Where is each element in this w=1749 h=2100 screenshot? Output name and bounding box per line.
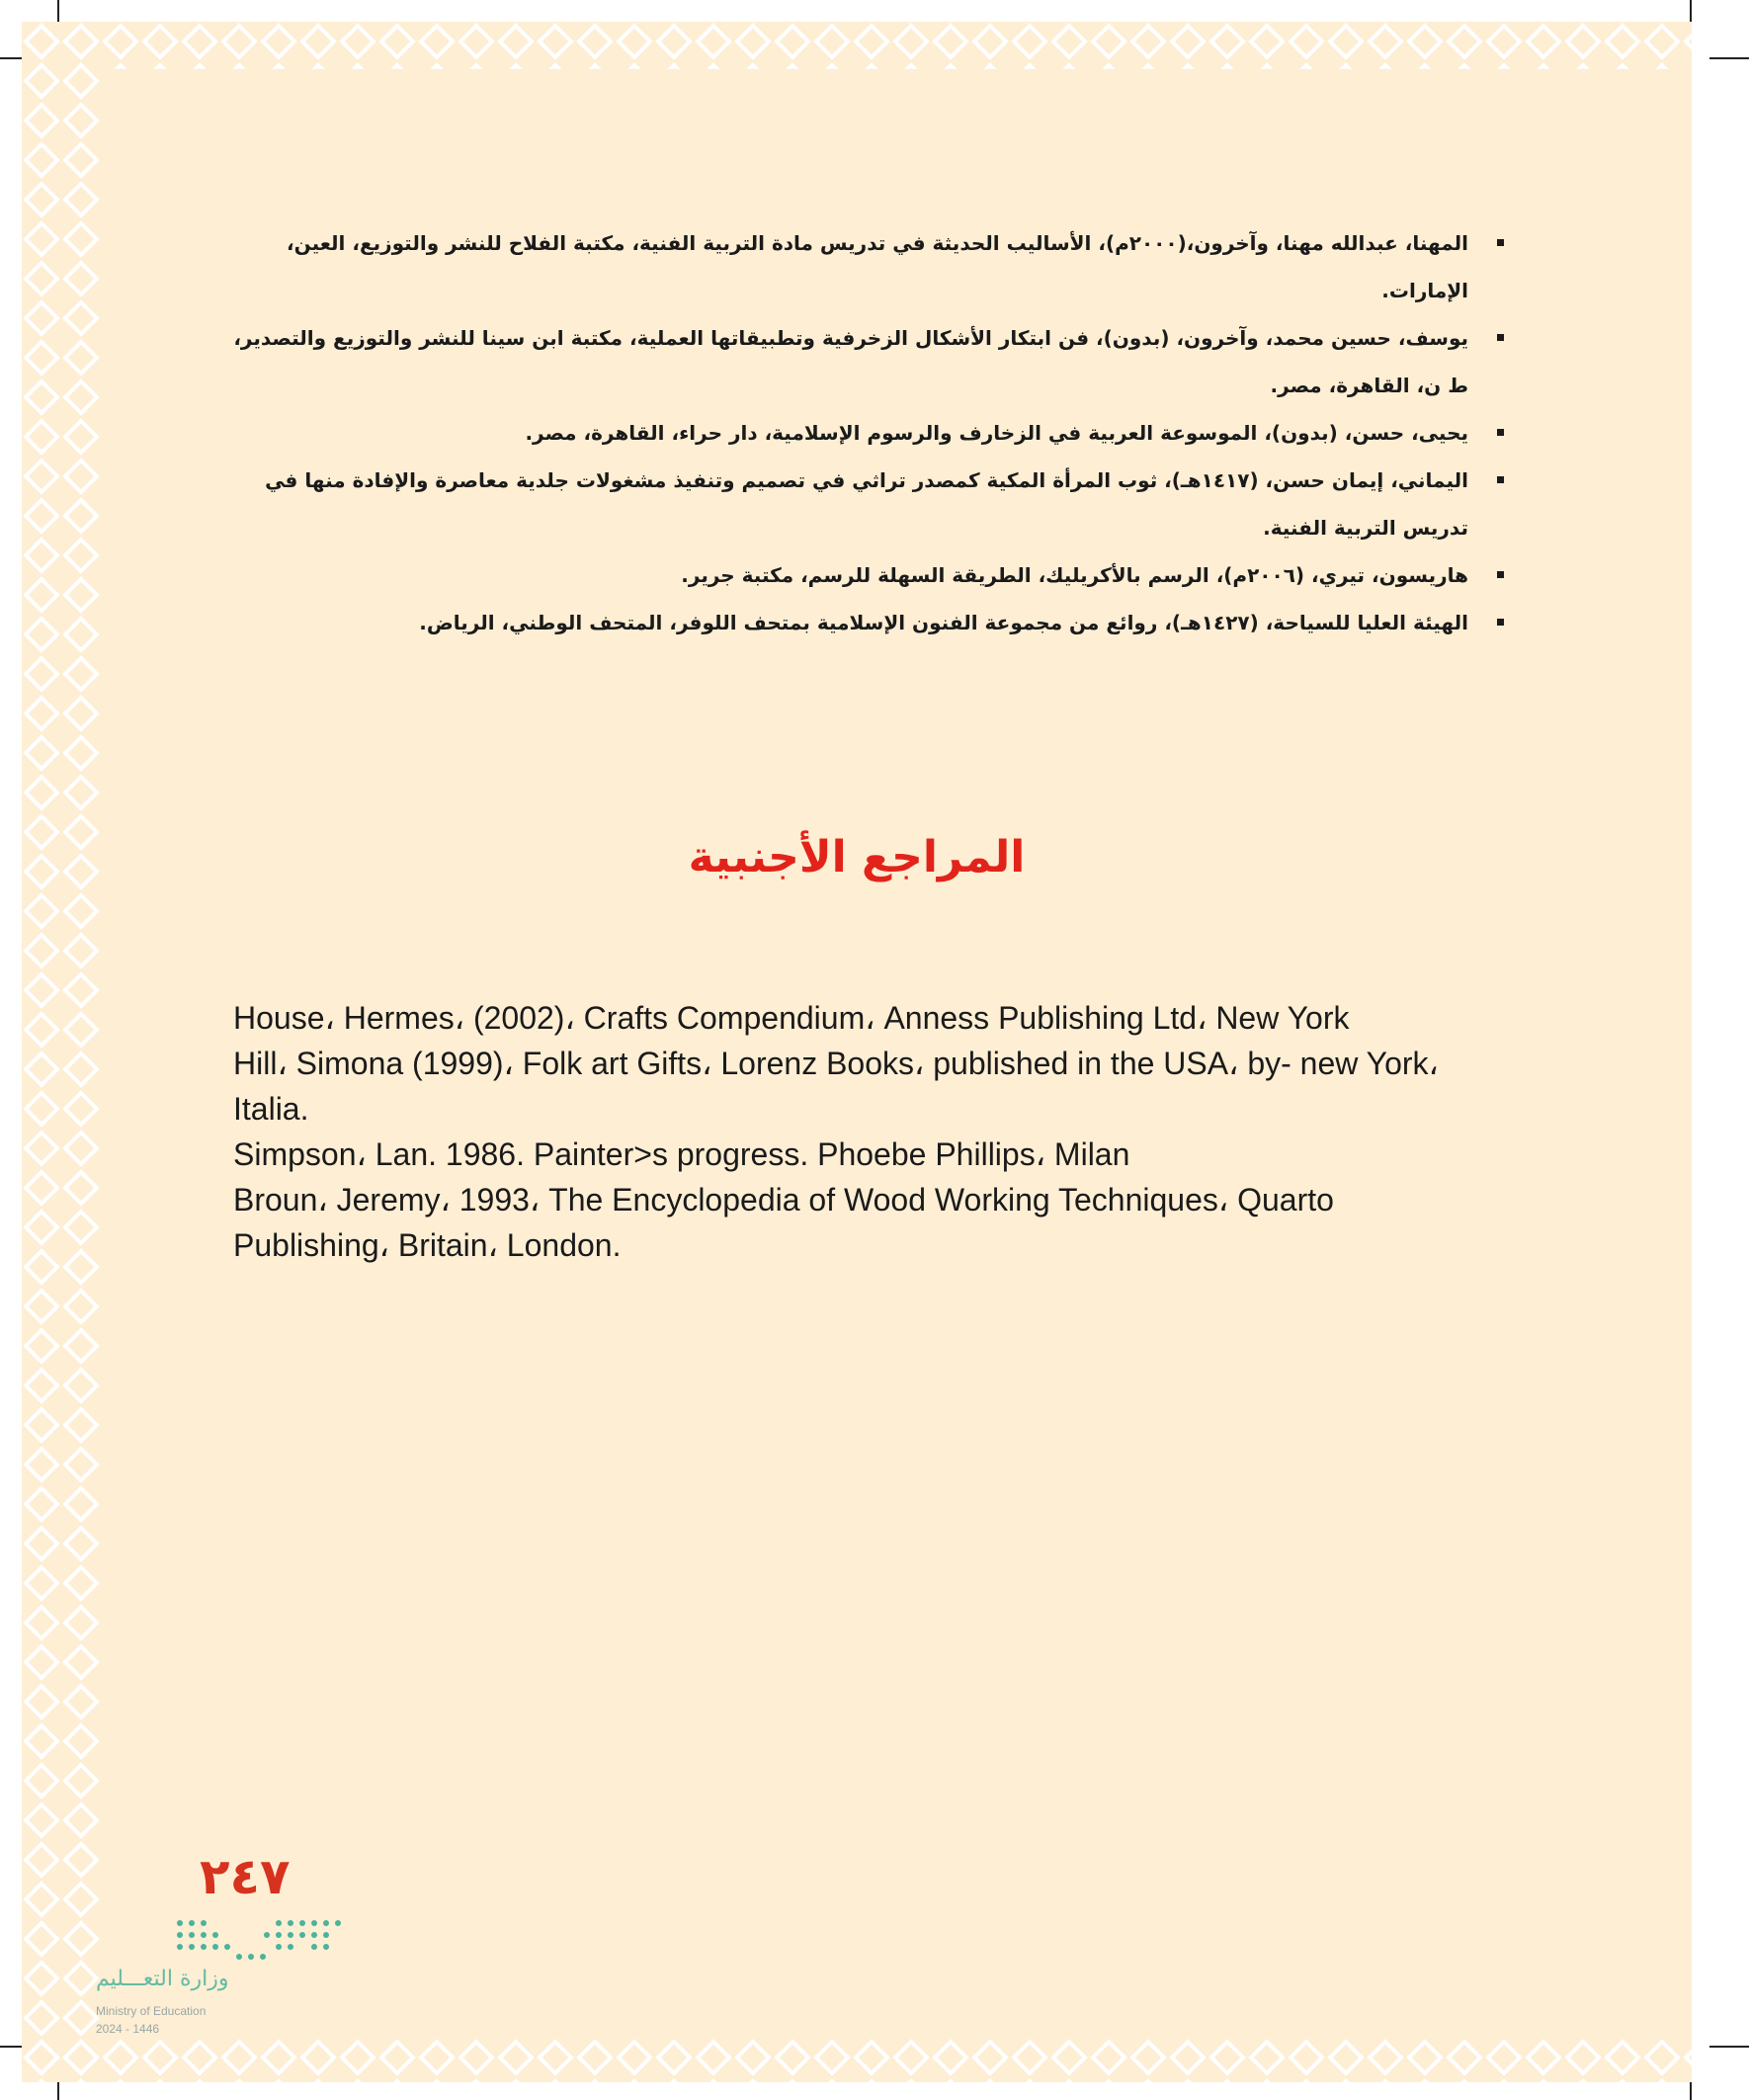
reference-line: Broun، Jeremy، 1993، The Encyclopedia of Wood Working Techniques، Quarto [233,1182,1334,1218]
ministry-logo-year: 2024 - 1446 [96,2022,160,2036]
list-item [219,599,1504,646]
crop-mark [1709,2046,1749,2048]
reference-line: House، Hermes، (2002)، Crafts Compendium، Anness Publishing Ltd، New York [233,1000,1350,1036]
reference-text: يوسف، حسين محمد، وآخرون، (بدون)، فن ابتكار الأشكال الزخرفية وتطبيقاتها العملية، مكتبة ابن سينا للنشر والتوزيع والتصدير، ط ن، القاهرة، مصر. [233,326,1468,397]
ministry-logo-arabic: وزارة التعـــليم [96,1967,229,1991]
list-item [219,219,1504,314]
bullet-icon [1497,476,1504,483]
reference-text: يحيى، حسن، (بدون)، الموسوعة العربية في الزخارف والرسوم الإسلامية، دار حراء، القاهرة، مصر. [525,421,1468,445]
page-number: ٢٤٧ [200,1848,291,1905]
reference-line: Italia. [233,1091,309,1127]
ministry-logo-dots [170,1911,348,1967]
list-item [219,409,1504,457]
list-item [219,457,1504,551]
crop-mark [1709,57,1749,59]
reference-line: Publishing، Britain، London. [233,1227,622,1263]
reference-text: اليماني، إيمان حسن، (١٤١٧هـ)، ثوب المرأة المكية كمصدر تراثي في تصميم وتنفيذ مشغولات جلدية معاصرة والإفادة منها في تدريس التربية الفنية. [265,468,1468,540]
ministry-logo-english: Ministry of Education [96,2004,207,2018]
reference-line: Hill، Simona (1999)، Folk art Gifts، Lorenz Books، published in the USA، by- new York، [233,1046,1439,1081]
page [22,22,1692,2082]
bullet-icon [1497,334,1504,341]
bullet-icon [1497,571,1504,578]
english-references [233,995,1577,1268]
reference-text: الهيئة العليا للسياحة، (١٤٢٧هـ)، روائع من مجموعة الفنون الإسلامية بمتحف اللوفر، المتحف الوطني، الرياض. [419,611,1468,634]
reference-line: Simpson، Lan. 1986. Painter>s progress. Phoebe Phillips، Milan [233,1136,1130,1172]
bullet-icon [1497,239,1504,246]
bullet-icon [1497,429,1504,436]
list-item [219,551,1504,599]
arabic-references-list [219,219,1504,646]
section-title: المراجع الأجنبية [688,832,1026,882]
reference-text: هاريسون، تيري، (٢٠٠٦م)، الرسم بالأكريليك، الطريقة السهلة للرسم، مكتبة جرير. [681,563,1468,587]
reference-text: المهنا، عبدالله مهنا، وآخرون،(٢٠٠٠م)، الأساليب الحديثة في تدريس مادة التربية الفنية، مكتبة الفلاح للنشر والتوزيع، العين، الإمارات. [286,231,1468,302]
bullet-icon [1497,619,1504,626]
list-item [219,314,1504,409]
